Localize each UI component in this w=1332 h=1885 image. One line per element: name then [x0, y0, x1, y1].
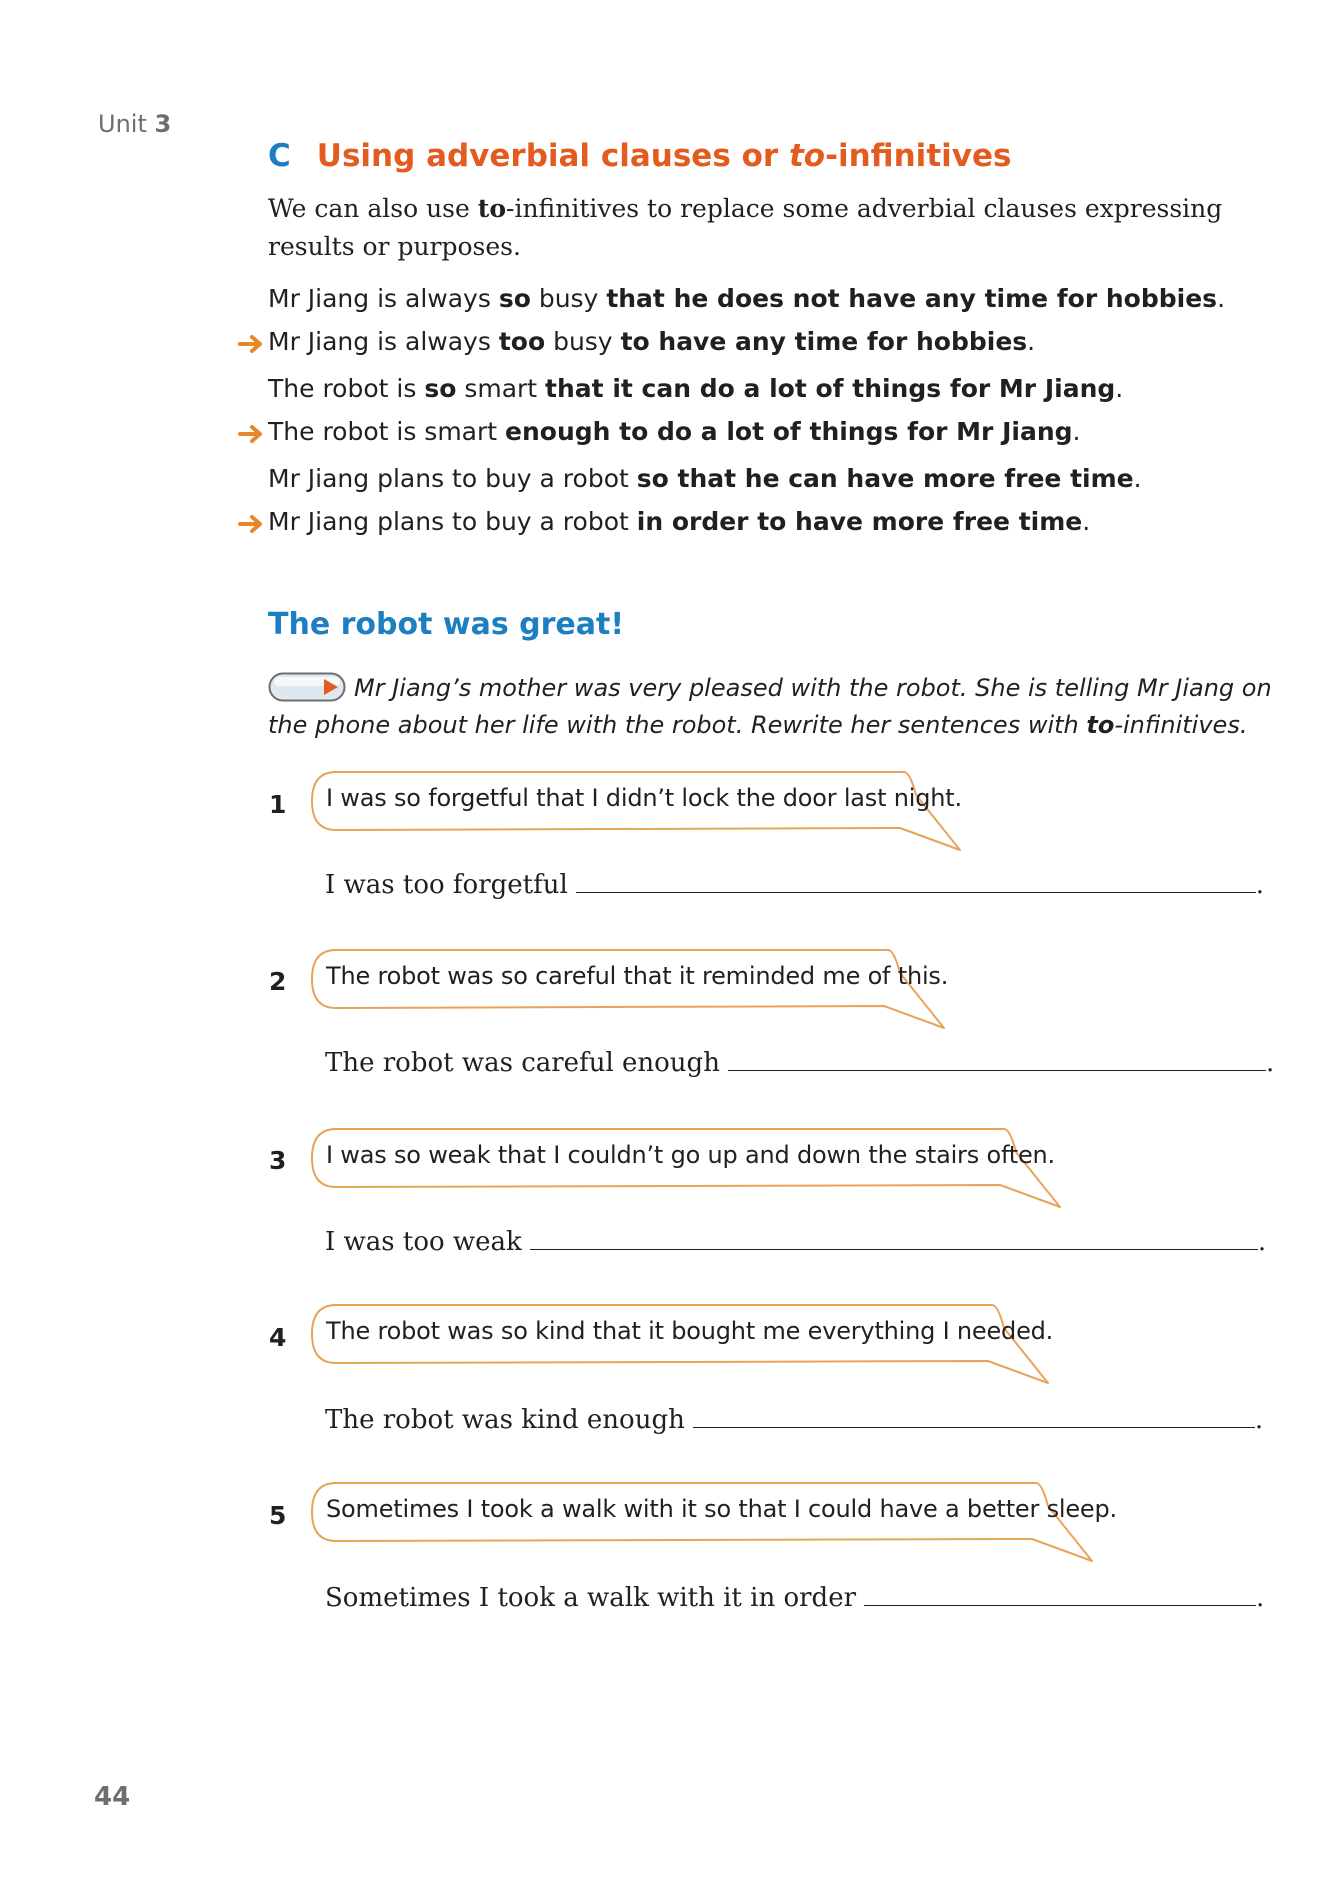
- question-number: 4: [269, 1323, 287, 1352]
- bubble-sentence: Sometimes I took a walk with it so that I could have a better sleep.: [326, 1495, 1117, 1523]
- example-bold-part: so: [498, 284, 531, 313]
- answer-end-punctuation: .: [1255, 870, 1265, 900]
- example-bold-part: so that he can have more free time: [636, 464, 1134, 493]
- answer-end-punctuation: .: [1256, 1583, 1265, 1613]
- unit-word: Unit: [98, 110, 147, 138]
- speech-bubble-outline: [310, 948, 948, 1032]
- rewritten-example-sentence: [268, 417, 1080, 446]
- example-text-part: .: [1133, 464, 1142, 493]
- section-heading: [268, 138, 1011, 174]
- answer-end-punctuation: .: [1257, 1227, 1267, 1257]
- speech-bubble-outline: [310, 770, 964, 854]
- question-number: 3: [269, 1146, 287, 1175]
- answer-blank[interactable]: [864, 1581, 1256, 1606]
- answer-blank[interactable]: [693, 1403, 1255, 1428]
- example-bold-part: too: [498, 327, 546, 356]
- example-bold-part: so: [424, 374, 457, 403]
- example-text-part: smart: [456, 374, 546, 403]
- question-number: 5: [269, 1501, 287, 1530]
- example-text-part: The robot is: [268, 374, 425, 403]
- rewritten-example-sentence: [268, 507, 1090, 536]
- intro-start: We can also use: [268, 194, 478, 223]
- example-text-part: .: [1115, 374, 1124, 403]
- unit-label: [98, 110, 171, 138]
- bubble-sentence: The robot was so kind that it bought me everything I needed.: [326, 1317, 1054, 1345]
- intro-end: -infinitives to replace some adverbial clauses expressing results or purposes.: [268, 194, 1223, 261]
- example-text-part: The robot is smart: [268, 417, 506, 446]
- answer-prompt: I was too weak: [325, 1227, 522, 1257]
- answer-line: [325, 868, 1264, 900]
- section-title-start: Using adverbial clauses or: [316, 138, 789, 174]
- bubble-sentence: The robot was so careful that it reminded me of this.: [326, 962, 949, 990]
- bubble-sentence: I was so weak that I couldn’t go up and down the stairs often.: [326, 1141, 1055, 1169]
- page-number: 44: [94, 1782, 131, 1812]
- answer-line: [325, 1403, 1263, 1435]
- speech-bubble-outline: [310, 1481, 1096, 1565]
- example-bold-part: to have any time for hobbies: [620, 327, 1028, 356]
- example-text-part: busy: [545, 327, 621, 356]
- instruction-bold: to: [1086, 711, 1115, 739]
- bubble-sentence: I was so forgetful that I didn’t lock the door last night.: [326, 784, 962, 812]
- speech-bubble-outline: [310, 1127, 1064, 1211]
- intro-bold: to: [477, 194, 506, 223]
- instruction-start: Mr Jiang’s mother was very pleased with the robot. She is telling Mr Jiang on the phone about her life with the robot. Rewrite her sentences with: [268, 674, 1272, 739]
- answer-prompt: I was too forgetful: [325, 870, 568, 900]
- section-title-italic: to: [788, 138, 826, 174]
- answer-line: [325, 1046, 1274, 1078]
- exercise-instruction: [268, 670, 1278, 744]
- example-bold-part: that it can do a lot of things for Mr Jiang: [545, 374, 1116, 403]
- answer-line: [325, 1581, 1264, 1613]
- example-bold-part: in order to have more free time: [636, 507, 1083, 536]
- unit-number: 3: [154, 110, 172, 138]
- section-title-end: -infinitives: [825, 138, 1012, 174]
- question-number: 2: [269, 967, 287, 996]
- example-bold-part: enough to do a lot of things for Mr Jiang: [505, 417, 1073, 446]
- example-text-part: .: [1082, 507, 1091, 536]
- original-example-sentence: [268, 284, 1225, 313]
- answer-blank[interactable]: [530, 1225, 1258, 1250]
- answer-prompt: The robot was careful enough: [325, 1048, 720, 1078]
- answer-blank[interactable]: [576, 868, 1256, 893]
- example-text-part: Mr Jiang plans to buy a robot: [268, 464, 637, 493]
- intro-paragraph: [268, 190, 1268, 266]
- speech-bubble: [310, 1127, 1055, 1189]
- answer-end-punctuation: .: [1265, 1048, 1275, 1078]
- section-title: [317, 138, 1012, 174]
- speech-bubble-outline: [310, 1303, 1052, 1387]
- example-text-part: Mr Jiang plans to buy a robot: [268, 507, 637, 536]
- instruction-end: -infinitives.: [1114, 711, 1248, 739]
- example-text-part: busy: [530, 284, 607, 313]
- speech-bubble: [310, 948, 949, 1010]
- speech-bubble: [310, 1303, 1054, 1365]
- example-text-part: Mr Jiang is always: [268, 327, 499, 356]
- speech-bubble: [310, 770, 962, 832]
- exercise-title: The robot was great!: [268, 607, 625, 642]
- answer-blank[interactable]: [728, 1046, 1266, 1071]
- speech-bubble: [310, 1481, 1117, 1543]
- orange-right-arrow-icon: [238, 334, 266, 354]
- audio-play-button-icon[interactable]: [268, 672, 346, 702]
- rewritten-example-sentence: [268, 327, 1035, 356]
- example-text-part: Mr Jiang is always: [268, 284, 499, 313]
- question-number: 1: [269, 790, 287, 819]
- answer-end-punctuation: .: [1254, 1405, 1264, 1435]
- orange-right-arrow-icon: [238, 514, 266, 534]
- section-letter: C: [268, 138, 291, 174]
- orange-right-arrow-icon: [238, 424, 266, 444]
- example-text-part: .: [1217, 284, 1226, 313]
- answer-line: [325, 1225, 1266, 1257]
- example-bold-part: that he does not have any time for hobbies: [606, 284, 1218, 313]
- original-example-sentence: [268, 464, 1142, 493]
- answer-prompt: Sometimes I took a walk with it in order: [325, 1583, 857, 1613]
- example-text-part: .: [1072, 417, 1081, 446]
- example-text-part: .: [1027, 327, 1036, 356]
- answer-prompt: The robot was kind enough: [325, 1405, 685, 1435]
- original-example-sentence: [268, 374, 1123, 403]
